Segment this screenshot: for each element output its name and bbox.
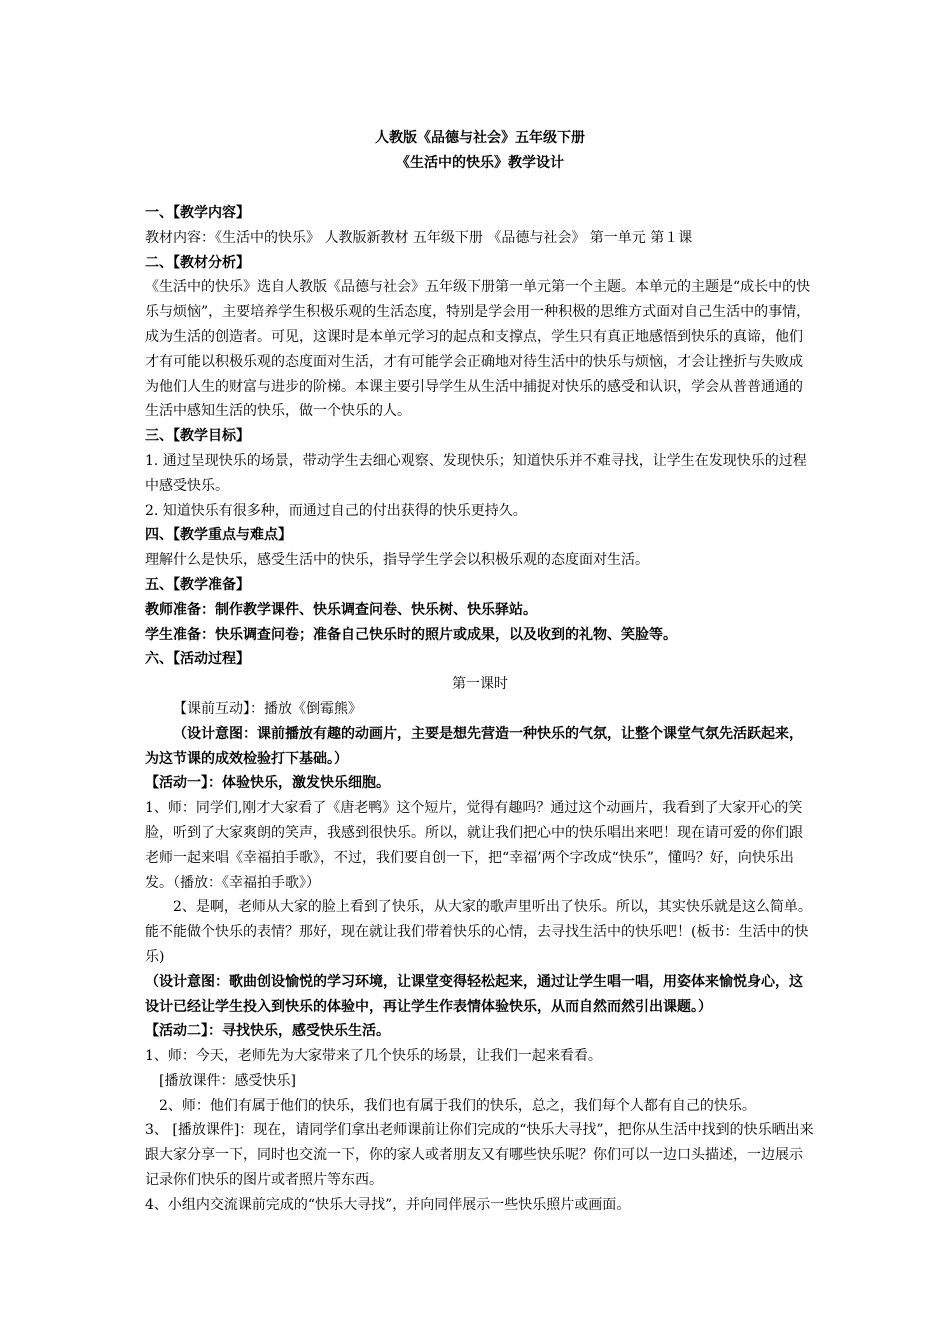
section-heading-process: 六、【活动过程】: [145, 651, 250, 668]
section-text-focus: 理解什么是快乐，感受生活中的快乐，指导学生学会以积极乐观的态度面对生活。: [145, 552, 649, 569]
activity2-paragraph-2: 2、师：他们有属于他们的快乐，我们也有属于我们的快乐，总之，我们每个人都有自己的快乐。: [159, 1097, 756, 1114]
design-intent-1: （设计意图：课前播放有趣的动画片，主要是想先营造一种快乐的气氛，让整个课堂气氛先活跃起来，为这节课的成效检验打下基础。）: [145, 725, 803, 767]
activity1-paragraph-2: 2、是啊，老师从大家的脸上看到了快乐，从大家的歌声里听出了快乐。所以，其实快乐就是这么简单。能不能做个快乐的表情？那好，现在就让我们带着快乐的心情，去寻找生活中的快乐吧！(板书：生活中的快乐): [145, 899, 812, 965]
pre-class-interaction: 【课前互动】：播放《倒霉熊》: [173, 700, 362, 717]
goal-item-1: 1. 通过呈现快乐的场景，带动学生去细心观察、发现快乐；知道快乐并不难寻找，让学生在发现快乐的过程中感受快乐。: [145, 452, 807, 494]
section-heading-analysis: 二、【教材分析】: [145, 254, 250, 271]
teacher-preparation: 教师准备：制作教学课件、快乐调查问卷、快乐树、快乐驿站。: [145, 601, 537, 618]
activity1-paragraph-1: 1、师：同学们,刚才大家看了《唐老鸭》这个短片，觉得有趣吗？通过这个动画片，我看到了大家开心的笑脸，听到了大家爽朗的笑声，我感到很快乐。所以，就让我们把心中的快乐唱出来吧！现在请可爱的你们跟老师一起来唱《幸福拍手歌》，不过，我们要自创一下，把“幸福’两个字改成“快乐”，懂吗？好，向快乐出发。（播放：《幸福拍手歌》）: [145, 800, 803, 891]
activity2-paragraph-4: 4、小组内交流课前完成的“快乐大寻找”，并向同伴展示一些快乐照片或画面。: [145, 1196, 631, 1213]
document-title-line1: 人教版《品德与社会》五年级下册: [375, 130, 585, 146]
activity2-heading: 【活动二】：寻找快乐，感受快乐生活。: [145, 1023, 390, 1040]
section-text-analysis: 《生活中的快乐》选自人教版《品德与社会》五年级下册第一单元第一个主题。本单元的主题是“成长中的快乐与烦恼”，主要培养学生积极乐观的生活态度，特别是学会用一种积极的思维方式面对自己生活中的事情，成为生活的创造者。可见，这课时是本单元学习的起点和支撑点，学生只有真正地感悟到快乐的真谛，他们才有可能以积极乐观的态度面对生活，才有可能学会正确地对待生活中的快乐与烦恼，才会让挫折与失败成为他们人生的财富与进步的阶梯。本课主要引导学生从生活中捕捉对快乐的感受和认识，学会从普普通通的生活中感知生活的快乐，做一个快乐的人。: [145, 279, 811, 420]
section-heading-focus: 四、【教学重点与难点】: [145, 527, 292, 544]
section-heading-preparation: 五、【教学准备】: [145, 576, 250, 593]
activity2-courseware-note: [播放课件：感受快乐]: [159, 1072, 296, 1089]
document-body: [145, 126, 815, 1218]
activity2-paragraph-3: 3、 [播放课件]：现在，请同学们拿出老师课前让你们完成的“快乐大寻找”，把你从生活中找到的快乐晒出来跟大家分享一下，同时也交流一下，你的家人或者朋友又有哪些快乐呢？你们可以一边口头描述，一边展示记录你们快乐的图片或者照片等东西。: [145, 1122, 814, 1189]
activity1-heading: 【活动一】：体验快乐，激发快乐细胞。: [145, 775, 390, 792]
lesson-label: 第一课时: [452, 676, 508, 693]
student-preparation: 学生准备：快乐调查问卷；准备自己快乐时的照片或成果，以及收到的礼物、笑脸等。: [145, 626, 677, 643]
section-text-content: 教材内容：《生活中的快乐》 人教版新教材 五年级下册 《品德与社会》 第一单元 第１课: [145, 229, 693, 246]
section-heading-goals: 三、【教学目标】: [145, 428, 250, 445]
activity2-paragraph-1: 1、师：今天，老师先为大家带来了几个快乐的场景，让我们一起来看看。: [145, 1048, 602, 1065]
design-intent-2: （设计意图：歌曲创设愉悦的学习环境，让课堂变得轻松起来，通过让学生唱一唱，用姿体来愉悦身心，这设计已经让学生投入到快乐的体验中，再让学生作表情体验快乐，从而自然而然引出课题。）: [145, 973, 803, 1015]
title-spacer: [145, 176, 815, 201]
section-heading-content: 一、【教学内容】: [145, 205, 250, 221]
goal-item-2: 2. 知道快乐有很多种，而通过自己的付出获得的快乐更持久。: [145, 502, 527, 519]
document-title-line2: 《生活中的快乐》教学设计: [396, 155, 564, 171]
